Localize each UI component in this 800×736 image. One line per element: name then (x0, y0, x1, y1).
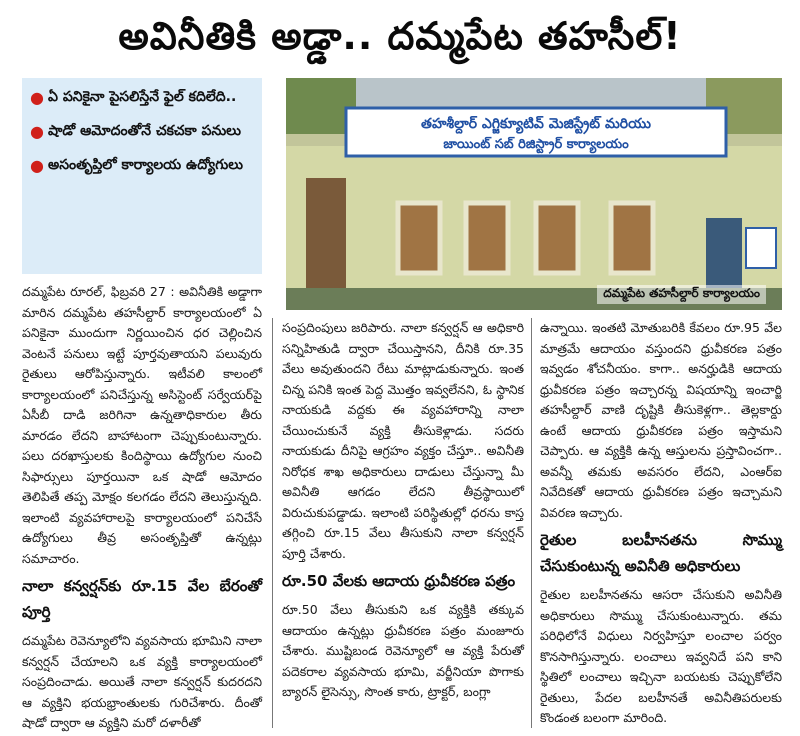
column-divider (272, 318, 273, 728)
article-paragraph: రైతుల బలహీనతను ఆసరా చేసుకుని అవినీతి అధికారులు సొమ్ము చేసుకుంటున్నారు. తమ పరిధిలోనే విధులు నిర్వహిస్తూ లంచాల పర్వం కొనసాగిస్తున్నారు. లంచాలు ఇవ్వనిదే పని కాని స్థితిలో లంచాలు ఇచ్చినా బయటకు చెప్పుకోలేని రైతులు, పేదల బలహీనతే అవినీతిపరులకు కొండంత బలంగా మారింది. (540, 587, 782, 725)
subheading: రూ.50 వేలకు ఆదాయ ధ్రువీకరణ పత్రం (282, 572, 516, 590)
article-column-2 (282, 318, 524, 703)
bullet-icon: ● (30, 122, 44, 141)
photo-caption: దమ్మపేట తహసీల్దార్‌ కార్యాలయం (597, 285, 766, 304)
headline: అవినీతికి అడ్డా.. దమ్మపేట తహసీల్‌! (118, 14, 682, 58)
highlight-item (30, 152, 254, 179)
highlight-item (30, 118, 254, 145)
article-paragraph: సంప్రదింపులు జరిపారు. నాలా కన్వర్షన్‌ ఆ అధికారి సన్నిహితుడి ద్వారా చేయిస్తానని, దీనికి రూ.35 వేలు అవుతుందని రేటు మాట్లాడుకున్నారు. ఇంత చిన్న పనికి ఇంత పెద్ద మొత్తం ఇవ్వలేనని, ఓ స్థానిక నాయకుడి వద్దకు ఈ వ్యవహారాన్ని నాలా చేయించుకునే వ్యక్తి తీసుకెళ్లాడు. సదరు నాయకుడు దీనిపై ఆగ్రహం వ్యక్తం చేస్తూ.. అవినీతి నిరోధక శాఖ అధికారులు దాడులు చేస్తున్నా మీ అవినీతి ఆగడం లేదని తీవ్రస్థాయిలో విరుచుకుపడ్డాడు. ఇలాంటి పరిస్థితుల్లో ధరను కాస్త తగ్గించి రూ.15 వేలు తీసుకుని నాలా కన్వర్షన్‌ పూర్తి చేశారు. (282, 320, 524, 561)
highlight-text: ఏ పనికైనా పైసలిస్తేనే ఫైల్‌ కదిలేది.. (48, 89, 237, 105)
column-divider (531, 318, 532, 728)
highlight-text: అసంతృప్తిలో కార్యాలయ ఉద్యోగులు (48, 157, 243, 173)
office-photo (286, 78, 782, 310)
office-building-illustration (286, 78, 782, 310)
bullet-icon: ● (30, 88, 44, 107)
highlight-text: షాడో ఆమోదంతోనే చకచకా పనులు (48, 123, 241, 139)
bullet-icon: ● (30, 156, 44, 175)
article-column-3 (540, 318, 782, 729)
highlight-item (30, 84, 254, 111)
sign-line2: జాయింట్‌ సబ్‌ రిజిస్ట్రార్‌ కార్యాలయం (443, 137, 629, 152)
highlights-box (22, 78, 262, 274)
article-column-1 (22, 282, 262, 734)
article-paragraph: దమ్మపేట రెవెన్యూలోని వ్యవసాయ భూమిని నాలా కన్వర్షన్‌ చేయాలని ఒక వ్యక్తి కార్యాలయంలో సంప్రదించాడు. అయితే నాలా కన్వర్షన్‌ కుదరదని ఆ వ్యక్తిని భయభ్రాంతులకు గురిచేశారు. దీంతో షాడో ద్వారా ఆ వ్యక్తిని మరో దళారీతో (22, 633, 262, 730)
article-paragraph: దమ్మపేట రూరల్‌, ఫిబ్రవరి 27 : అవినీతికి అడ్డాగా మారిన దమ్మపేట తహసీల్దార్‌ కార్యాలయంలో ఏ పనికైనా ముందుగా నిర్ణయించిన ధర చెల్లించిన వెంటనే పనులు ఇట్టే పూర్తవుతాయని పలువురు రైతులు ఆరోపిస్తున్నారు. ఇటీవలి కాలంలో కార్యాలయంలో పనిచేస్తున్న అసిస్టెంట్‌ సర్వేయర్‌పై ఏసీబీ దాడి జరిగినా ఉన్నతాధికారుల తీరు మారడం లేదని బాహాటంగా చెప్పుకుంటున్నారు. పలు దరఖాస్తులకు కిందిస్థాయి ఉద్యోగుల నుంచి సిఫార్సులు పూర్తయినా ఒక షాడో ఆమోదం తెలిపితే తప్ప మోక్షం కలగడం లేదని తెలుస్తున్నది. ఇలాంటి వ్యవహారాలపై కార్యాలయంలో పనిచేసే ఉద్యోగులు తీవ్ర అసంతృప్తితో ఉన్నట్లు సమాచారం. (22, 284, 262, 566)
subheading: నాలా కన్వర్షన్‌కు రూ.15 వేల బేరంతో పూర్తి (22, 577, 262, 621)
article-paragraph: ఉన్నాయి. ఇంతటి మోతుబరికి కేవలం రూ.95 వేల మాత్రమే ఆదాయం వస్తుందని ధ్రువీకరణ పత్రం ఇవ్వడం శోచనీయం. కాగా.. అనర్హుడికి ఆదాయ ధ్రువీకరణ పత్రం ఇచ్చారన్న విషయాన్ని ఇంచార్జి తహసీల్దార్‌ వాణి దృష్టికి తీసుకెళ్లగా.. తెల్లకార్డు ఉంటే ఆదాయ ధ్రువీకరణ పత్రం ఇస్తామని చెప్పారు. ఆ వ్యక్తికి ఉన్న ఆస్తులను ప్రస్తావించగా.. అవన్నీ తమకు అవసరం లేదని, ఎంఆర్‌ఐ నివేదికతో ఆదాయ ధ్రువీకరణ పత్రం ఇచ్చామని వివరణ ఇచ్చారు. (540, 320, 782, 520)
article-paragraph: రూ.50 వేలు తీసుకుని ఒక వ్యక్తికి తక్కువ ఆదాయం ఉన్నట్లు ధ్రువీకరణ పత్రం మంజూరు చేశారు. ముష్టిబండ రెవెన్యూలో ఆ వ్యక్తి పేరుతో పదెకరాల వ్యవసాయ భూమి, వర్జీనియా పొగాకు బ్యారన్‌ లైసెన్సు, సొంత కారు, ట్రాక్టర్‌, బంగ్లా (282, 602, 524, 699)
subheading: రైతుల బలహీనతను సొమ్ము చేసుకుంటున్న అవినీతి అధికారులు (540, 531, 782, 575)
sign-line1: తహశీల్దార్‌ ఎగ్జిక్యూటివ్‌ మెజిస్ట్రేట్‌ మరియు (421, 116, 651, 132)
